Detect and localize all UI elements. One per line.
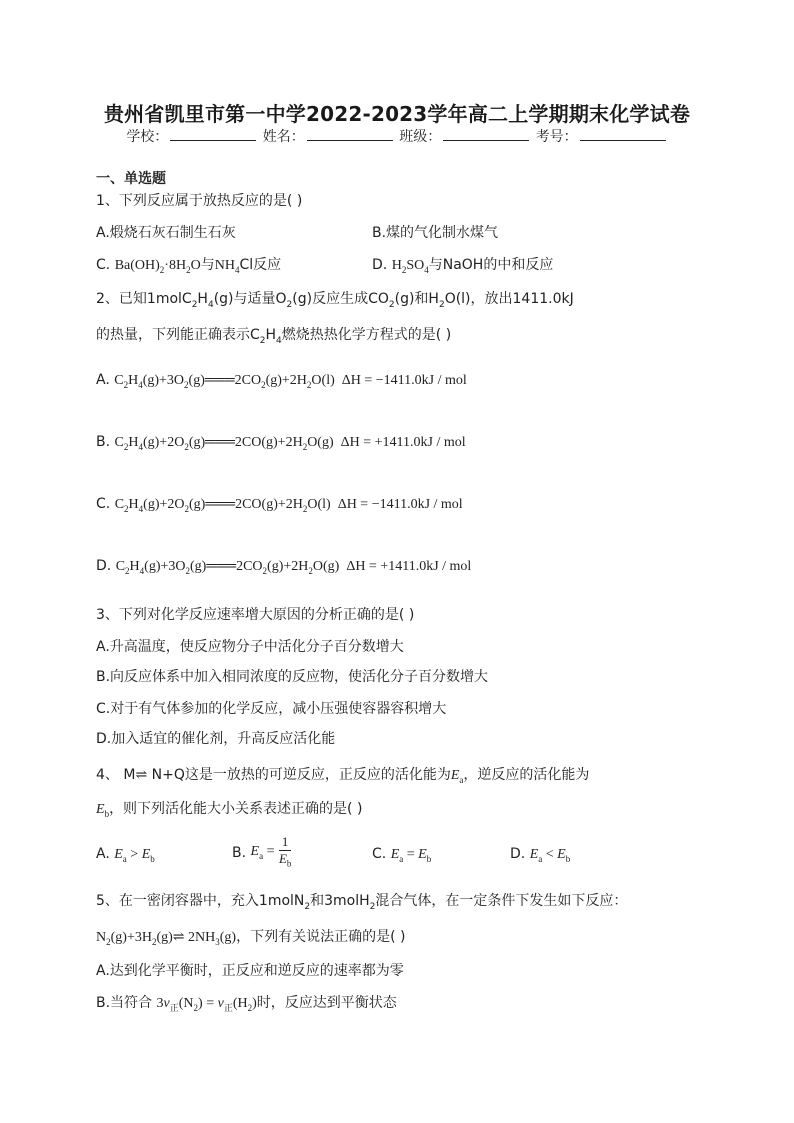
q4-stem-line1: 4、 M⇌ N+Q这是一放热的可逆反应，正反应的活化能为$E_a$，逆反应的活化能为 (96, 767, 590, 785)
q2-option-a: A. $C_2H_4(g)+3O_2(g)═══2CO_2(g)+2H_2O(l) \Delta H = -1411.0kJ$ / mol (96, 372, 467, 390)
section-heading: 一、单选题 (96, 171, 166, 187)
q3-option-c: C.对于有气体参加的化学反应，减小压强使容器容积增大 (96, 701, 447, 717)
q4-option-b: B. $E_a$ = $\frac{1}{E_b}$ (232, 834, 292, 869)
q2-option-d: D. $C_2H_4(g)+3O_2(g)═══2CO_2(g)+2H_2O(g) \Delta H = +1411.0kJ$ / mol (96, 558, 472, 576)
q2-option-c: C. $C_2H_4(g)+2O_2(g)═══2CO(g)+2H_2O(l) \Delta H = -1411.0kJ$ / mol (96, 496, 463, 514)
q1-option-a: A.煅烧石灰石制生石灰 (96, 225, 236, 241)
exam-no-label: 考号： (535, 129, 578, 145)
q2-stem-line2: 的热量，下列能正确表示$C_2H_4$燃烧热热化学方程式的是( ) (96, 327, 452, 346)
q4-option-a: A. $E_a > E_b$ (96, 846, 155, 864)
q5-stem-line1: 5、在一密闭容器中，充入1molN$_2$和3molH$_2$混合气体，在一定条件下发生如下反应： (96, 893, 628, 912)
reversible-arrow-icon: ⇌ (172, 930, 185, 945)
exam-no-blank[interactable] (580, 126, 666, 141)
class-label: 班级： (399, 129, 442, 145)
q3-option-d: D.加入适宜的催化剂，升高反应活化能 (96, 731, 336, 747)
school-label: 学校： (126, 129, 169, 145)
q5-option-a: A.达到化学平衡时，正反应和逆反应的速率都为零 (96, 963, 404, 979)
q3-option-b: B.向反应体系中加入相同浓度的反应物，使活化分子百分数增大 (96, 669, 489, 685)
q3-option-a: A.升高温度，使反应物分子中活化分子百分数增大 (96, 639, 404, 655)
page-title: 贵州省凯里市第一中学2022-2023学年高二上学期期末化学试卷 (103, 102, 691, 126)
name-label: 姓名： (262, 129, 305, 145)
q1-stem: 1、下列反应属于放热反应的是( ) (96, 193, 303, 209)
q5-stem-line2: $N_2(g)+3H_2(g)\rightleftharpoons$ $2NH_3(g)$，下列有关说法正确的是( ) (96, 929, 406, 947)
q4-stem-line2: $E_b$，则下列活化能大小关系表述正确的是( ) (96, 801, 363, 819)
q1-option-c: C. $Ba(OH)_2\cdot 8H_2O$与$NH_4Cl$反应 (96, 257, 282, 275)
student-info-line (0, 126, 794, 146)
q4-option-c: C. $E_a = E_b$ (372, 846, 432, 864)
q1-option-b: B.煤的气化制水煤气 (372, 225, 499, 241)
q2-option-b: B. $C_2H_4(g)+2O_2(g)═══2CO(g)+2H_2O(g) \Delta H = +1411.0kJ$ / mol (96, 434, 466, 452)
q4-option-d: D. $E_a < E_b$ (510, 846, 571, 864)
q1-option-d: D. $H_2SO_4$与NaOH的中和反应 (372, 257, 554, 275)
q2-stem-line1: 2、已知$1molC_2H_4(g)$与适量$O_2(g)$反应生成$CO_2(g)$和$H_2O(l)$，放出1411.0kJ (96, 291, 574, 310)
name-blank[interactable] (307, 126, 393, 141)
q3-stem: 3、下列对化学反应速率增大原因的分析正确的是( ) (96, 607, 415, 623)
school-blank[interactable] (170, 126, 256, 141)
class-blank[interactable] (443, 126, 529, 141)
q5-option-b: B.当符合 $3v_正(N_2) = v_正(H_2)$时，反应达到平衡状态 (96, 995, 397, 1013)
reversible-arrow-icon: ⇌ (135, 768, 148, 783)
